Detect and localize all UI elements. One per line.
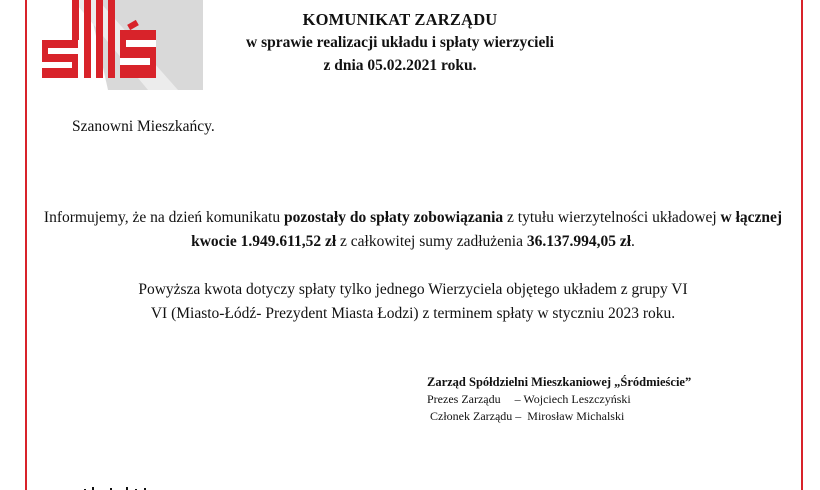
para1-bold-amount: w łącznej kwocie 1.949.611,52 zł: [191, 209, 783, 250]
para1-text-3: z całkowitej sumy zadłużenia: [336, 233, 527, 250]
creditor-paragraph: [28, 278, 798, 326]
para1-bold-remaining: pozostały do spłaty zobowiązania: [283, 209, 504, 226]
document-title: KOMUNIKAT ZARZĄDU: [302, 10, 498, 29]
para1-text-4: .: [631, 233, 635, 250]
salutation: Szanowni Mieszkańcy.: [72, 118, 215, 135]
document-date: z dnia 05.02.2021 roku.: [323, 57, 477, 74]
signature-row-president: [427, 391, 691, 408]
document-header: [200, 8, 600, 77]
para1-text-2: z tytułu wierzytelności układowej: [503, 209, 721, 226]
signature-organization: Zarząd Spółdzielni Mieszkaniowej „Śródmieście”: [427, 375, 692, 389]
para1-bold-total: 36.137.994,05 zł: [526, 233, 632, 250]
announcement-paragraph: [28, 206, 798, 254]
cooperative-logo-icon: [28, 0, 203, 90]
signature-role-member: Członek Zarządu –: [430, 409, 522, 423]
document-subtitle: w sprawie realizacji układu i spłaty wierzycieli: [246, 34, 554, 51]
para2-line-1: Powyższa kwota dotyczy spłaty tylko jednego Wierzyciela objętego układem z grupy VI: [138, 281, 688, 298]
signature-row-member: [427, 408, 691, 425]
signature-name-member: Mirosław Michalski: [527, 409, 625, 423]
right-border-line: [801, 0, 803, 490]
signature-role-president: Prezes Zarządu: [427, 392, 501, 406]
para1-text-1: Informujemy, że na dzień komunikatu: [43, 209, 284, 226]
para2-line-2: VI (Miasto-Łódź- Prezydent Miasta Łodzi) z terminem spłaty w styczniu 2023 roku.: [150, 305, 676, 322]
signature-block: [427, 374, 691, 425]
cutoff-text-fragment: [80, 482, 170, 490]
signature-name-president: – Wojciech Leszczyński: [514, 392, 631, 406]
left-border-line: [25, 0, 27, 490]
